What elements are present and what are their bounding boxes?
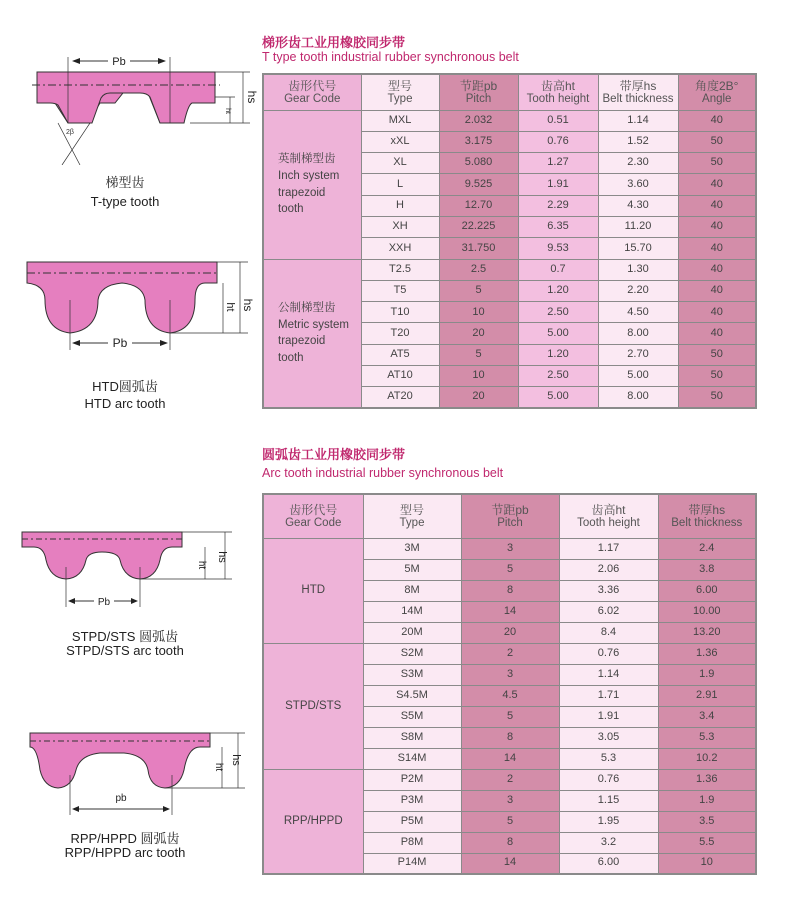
group-label-en: Inch system <box>278 169 340 182</box>
table-cell: 0.76 <box>518 131 598 152</box>
table-cell: 4.50 <box>598 302 678 323</box>
group-label-cn: 英制梯型齿 <box>278 153 336 166</box>
table-cell: 0.76 <box>559 769 658 790</box>
t-type-spec-table <box>262 73 757 409</box>
hs-label: hs <box>216 551 228 563</box>
group-label: RPP/HPPD <box>283 814 343 827</box>
table-cell: 0.7 <box>518 259 598 280</box>
table-cell: AT5 <box>361 344 439 365</box>
hs-label: hs <box>230 754 242 766</box>
rpp-arc-tooth-diagram <box>0 725 260 820</box>
table-cell: 1.30 <box>598 259 678 280</box>
column-header-en: Angle <box>702 92 732 105</box>
section1-title-en: T type tooth industrial rubber synchronous belt <box>262 50 519 64</box>
table-cell: 6.02 <box>559 601 658 622</box>
table-cell: 3.4 <box>658 706 756 727</box>
table-cell: 4.30 <box>598 195 678 216</box>
column-header-en: Pitch <box>497 516 523 529</box>
htd-arc-tooth-diagram <box>0 255 260 355</box>
column-header <box>598 74 678 110</box>
table-cell: 12.70 <box>439 195 518 216</box>
htd-caption-en: HTD arc tooth <box>84 396 166 411</box>
stpd-caption-cn: STPD/STS 圆弧齿 <box>71 629 179 644</box>
table-cell: 3.5 <box>658 811 756 832</box>
gear-code-group <box>263 259 361 408</box>
table-cell: 10.2 <box>658 748 756 769</box>
column-header-cn: 角度2B° <box>695 78 739 93</box>
table-row <box>263 643 756 664</box>
column-header-cn: 齿高ht <box>540 78 575 93</box>
arc-tooth-spec-table <box>262 493 757 875</box>
table-cell: 2.30 <box>598 153 678 174</box>
column-header-cn: 齿高ht <box>591 502 626 517</box>
header-row <box>263 74 756 110</box>
table-cell: 20 <box>439 387 518 408</box>
group-label: HTD <box>301 584 326 597</box>
table-cell: P3M <box>363 790 461 811</box>
table-cell: 5.00 <box>598 366 678 387</box>
table-cell: 2.50 <box>518 302 598 323</box>
column-header-en: Tooth height <box>577 516 640 529</box>
table-cell: 40 <box>678 323 756 344</box>
rpp-caption-en: RPP/HPPD arc tooth <box>64 845 186 860</box>
table-cell: 50 <box>678 344 756 365</box>
table-cell: 5.080 <box>439 153 518 174</box>
column-header <box>678 74 756 110</box>
angle-label: 2β <box>66 129 74 136</box>
group-label-en: tooth <box>278 352 304 365</box>
table-cell: 1.14 <box>598 110 678 131</box>
pitch-label: pb <box>115 793 127 804</box>
table-cell: 5.3 <box>658 727 756 748</box>
table-cell: 6.00 <box>559 853 658 874</box>
table-cell: 3 <box>461 538 559 559</box>
table-cell: 22.225 <box>439 216 518 237</box>
table-cell: 13.20 <box>658 622 756 643</box>
table-cell: 2 <box>461 769 559 790</box>
table-cell: 8.00 <box>598 387 678 408</box>
table-cell: 8M <box>363 580 461 601</box>
table-cell: XH <box>361 216 439 237</box>
group-label-en: tooth <box>278 203 304 216</box>
column-header-en: Belt thickness <box>602 92 674 105</box>
group-label: STPD/STS <box>285 699 342 712</box>
column-header <box>263 494 363 538</box>
table-cell: 2.50 <box>518 366 598 387</box>
table-cell: 10 <box>439 302 518 323</box>
table-cell: 8 <box>461 580 559 601</box>
column-header-cn: 节距pb <box>491 502 529 517</box>
table-cell: 2.70 <box>598 344 678 365</box>
table-cell: 1.9 <box>658 664 756 685</box>
table-cell: H <box>361 195 439 216</box>
table-cell: 3.175 <box>439 131 518 152</box>
table-cell: 3 <box>461 790 559 811</box>
table-cell: 40 <box>678 259 756 280</box>
table-cell: 10 <box>439 366 518 387</box>
pitch-label: Pb <box>97 597 111 608</box>
table-cell: T20 <box>361 323 439 344</box>
column-header-en: Gear Code <box>284 92 341 105</box>
hs-label: hs <box>241 298 255 312</box>
gear-code-group <box>263 110 361 259</box>
table-cell: 0.76 <box>559 643 658 664</box>
table-cell: S4.5M <box>363 685 461 706</box>
table-row <box>263 110 756 131</box>
pitch-label: Pb <box>112 336 128 350</box>
column-header <box>559 494 658 538</box>
table-cell: AT10 <box>361 366 439 387</box>
column-header <box>461 494 559 538</box>
table-cell: 1.52 <box>598 131 678 152</box>
stpd-caption-en: STPD/STS arc tooth <box>66 643 184 658</box>
column-header-en: Tooth height <box>526 92 590 105</box>
section2-title-en: Arc tooth industrial rubber synchronous belt <box>262 466 504 480</box>
table-cell: S5M <box>363 706 461 727</box>
table-cell: 1.9 <box>658 790 756 811</box>
table-cell: T2.5 <box>361 259 439 280</box>
table-cell: MXL <box>361 110 439 131</box>
table-cell: S8M <box>363 727 461 748</box>
table-cell: 20 <box>461 622 559 643</box>
table-cell: 14M <box>363 601 461 622</box>
ht-label: ht <box>224 108 231 114</box>
table-cell: 1.95 <box>559 811 658 832</box>
column-header <box>518 74 598 110</box>
gear-code-group <box>263 643 363 769</box>
htd-caption-cn: HTD圆弧齿 <box>92 379 158 394</box>
t-type-caption-en: T-type tooth <box>90 194 160 209</box>
table-cell: S2M <box>363 643 461 664</box>
table-cell: 40 <box>678 195 756 216</box>
group-label-en: Metric system <box>278 318 349 331</box>
table-cell: 20M <box>363 622 461 643</box>
table-cell: 50 <box>678 366 756 387</box>
table-cell: 5.5 <box>658 832 756 853</box>
column-header <box>263 74 361 110</box>
t-type-tooth-diagram <box>0 45 260 165</box>
table-cell: 2.5 <box>439 259 518 280</box>
table-cell: 40 <box>678 174 756 195</box>
table-cell: 3 <box>461 664 559 685</box>
table-cell: 2.06 <box>559 559 658 580</box>
table-cell: 1.27 <box>518 153 598 174</box>
table-cell: P2M <box>363 769 461 790</box>
table-cell: P5M <box>363 811 461 832</box>
column-header <box>658 494 756 538</box>
table-cell: 5 <box>461 811 559 832</box>
table-cell: AT20 <box>361 387 439 408</box>
table-cell: 40 <box>678 110 756 131</box>
gear-code-group <box>263 769 363 874</box>
table-cell: 1.17 <box>559 538 658 559</box>
column-header-cn: 齿形代号 <box>289 502 338 517</box>
table-cell: 5.00 <box>518 387 598 408</box>
column-header-cn: 型号 <box>399 502 424 517</box>
table-cell: 40 <box>678 216 756 237</box>
table-cell: 8.4 <box>559 622 658 643</box>
table-cell: 0.51 <box>518 110 598 131</box>
table-cell: 8 <box>461 727 559 748</box>
table-cell: T5 <box>361 280 439 301</box>
table-cell: S3M <box>363 664 461 685</box>
header-row <box>263 494 756 538</box>
table-cell: 1.91 <box>518 174 598 195</box>
table-cell: 2.4 <box>658 538 756 559</box>
group-label-en: trapezoid <box>278 335 326 348</box>
table-cell: 1.20 <box>518 280 598 301</box>
column-header-en: Type <box>399 516 425 529</box>
table-cell: 50 <box>678 387 756 408</box>
table-cell: XXH <box>361 238 439 259</box>
column-header-en: Type <box>387 92 413 105</box>
column-header <box>439 74 518 110</box>
hs-label: hs <box>245 90 259 104</box>
pitch-label: Pb <box>112 56 126 68</box>
group-label-en: trapezoid <box>278 186 326 199</box>
table-cell: 1.20 <box>518 344 598 365</box>
table-cell: 2.91 <box>658 685 756 706</box>
table-cell: 5M <box>363 559 461 580</box>
table-cell: 5 <box>461 559 559 580</box>
ht-label: ht <box>196 560 207 570</box>
rpp-caption-cn: RPP/HPPD 圆弧齿 <box>70 831 180 846</box>
table-cell: 3.60 <box>598 174 678 195</box>
table-cell: 14 <box>461 601 559 622</box>
table-cell: P14M <box>363 853 461 874</box>
ht-label: ht <box>224 302 236 312</box>
table-cell: xXL <box>361 131 439 152</box>
table-cell: 3.2 <box>559 832 658 853</box>
table-row <box>263 538 756 559</box>
column-header <box>363 494 461 538</box>
table-cell: 4.5 <box>461 685 559 706</box>
table-cell: 6.35 <box>518 216 598 237</box>
column-header-cn: 节距pb <box>459 78 498 93</box>
column-header-en: Gear Code <box>285 516 342 529</box>
table-row <box>263 769 756 790</box>
gear-code-group <box>263 538 363 643</box>
table-cell: 2.29 <box>518 195 598 216</box>
section1-title-cn: 梯形齿工业用橡胶同步带 <box>262 35 406 50</box>
column-header-en: Belt thickness <box>671 516 743 529</box>
table-cell: S14M <box>363 748 461 769</box>
section2-title-cn: 圆弧齿工业用橡胶同步带 <box>262 447 406 462</box>
table-cell: 14 <box>461 853 559 874</box>
table-cell: 3.05 <box>559 727 658 748</box>
table-cell: 9.53 <box>518 238 598 259</box>
table-cell: 8.00 <box>598 323 678 344</box>
table-cell: 31.750 <box>439 238 518 259</box>
table-cell: 40 <box>678 280 756 301</box>
table-cell: 3.36 <box>559 580 658 601</box>
table-cell: 2.20 <box>598 280 678 301</box>
table-cell: 1.36 <box>658 769 756 790</box>
column-header-cn: 型号 <box>387 78 412 93</box>
table-cell: 14 <box>461 748 559 769</box>
table-cell: 10.00 <box>658 601 756 622</box>
table-cell: 1.91 <box>559 706 658 727</box>
table-row <box>263 259 756 280</box>
table-cell: 9.525 <box>439 174 518 195</box>
table-cell: 1.15 <box>559 790 658 811</box>
table-cell: L <box>361 174 439 195</box>
table-cell: 3M <box>363 538 461 559</box>
table-cell: 20 <box>439 323 518 344</box>
column-header-cn: 齿形代号 <box>288 78 337 93</box>
table-cell: 3.8 <box>658 559 756 580</box>
table-cell: 50 <box>678 131 756 152</box>
table-cell: 15.70 <box>598 238 678 259</box>
table-cell: 40 <box>678 238 756 259</box>
stpd-arc-tooth-diagram <box>0 522 260 612</box>
table-cell: XL <box>361 153 439 174</box>
column-header-cn: 带厚hs <box>688 502 726 517</box>
table-cell: 10 <box>658 853 756 874</box>
table-cell: 6.00 <box>658 580 756 601</box>
ht-label: ht <box>213 762 224 772</box>
column-header-cn: 带厚hs <box>619 78 657 93</box>
table-cell: 8 <box>461 832 559 853</box>
table-cell: T10 <box>361 302 439 323</box>
t-type-caption-cn: 梯型齿 <box>105 175 145 190</box>
group-label-cn: 公制梯型齿 <box>278 302 336 315</box>
table-cell: 5 <box>461 706 559 727</box>
table-cell: 2 <box>461 643 559 664</box>
table-cell: 5 <box>439 280 518 301</box>
column-header <box>361 74 439 110</box>
table-cell: 40 <box>678 302 756 323</box>
column-header-en: Pitch <box>465 92 492 105</box>
table-cell: 1.71 <box>559 685 658 706</box>
table-cell: 2.032 <box>439 110 518 131</box>
table-cell: 50 <box>678 153 756 174</box>
table-cell: 11.20 <box>598 216 678 237</box>
table-cell: 5.00 <box>518 323 598 344</box>
table-cell: 5.3 <box>559 748 658 769</box>
table-cell: P8M <box>363 832 461 853</box>
table-cell: 5 <box>439 344 518 365</box>
table-cell: 1.36 <box>658 643 756 664</box>
table-cell: 1.14 <box>559 664 658 685</box>
